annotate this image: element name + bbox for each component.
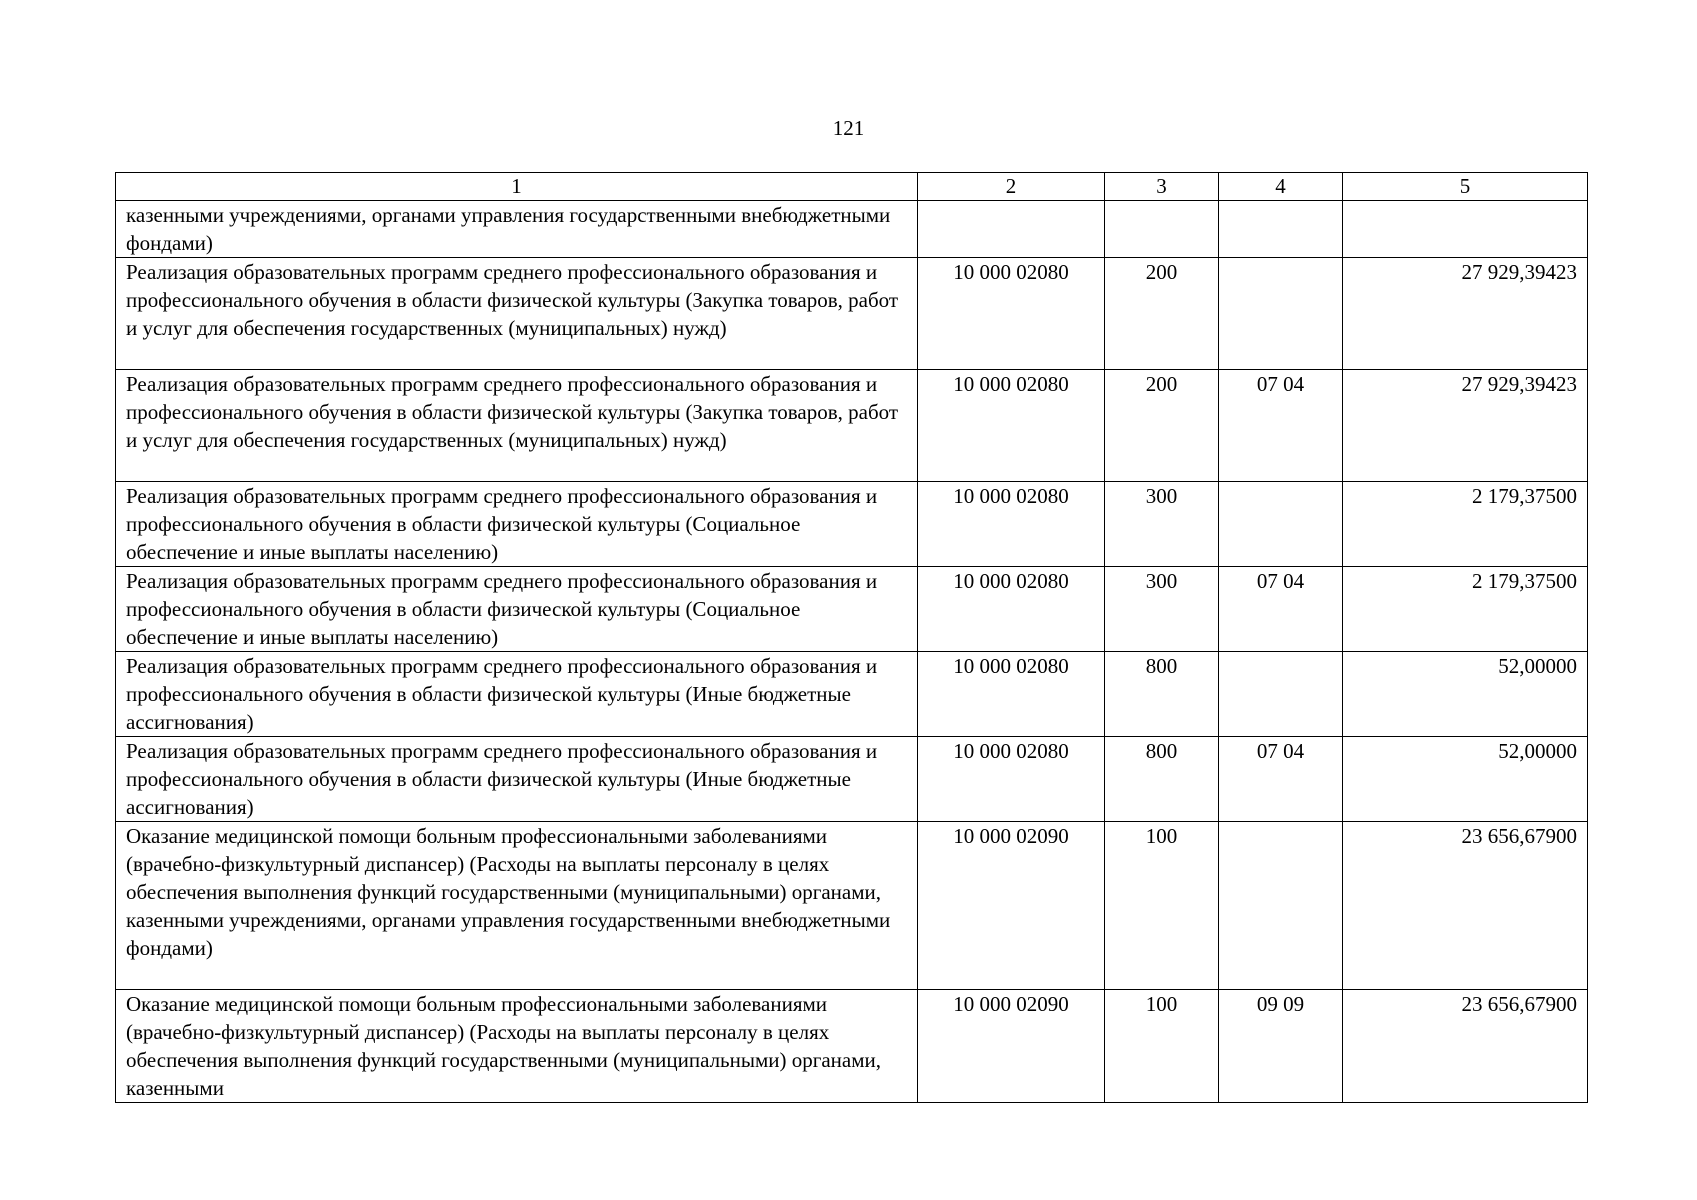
description-cell: Реализация образовательных программ среднего профессионального образования и профессионального обучения в области физической культуры (Социальное обеспечение и иные выплаты населению) bbox=[116, 482, 918, 567]
amount-cell: 23 656,67900 bbox=[1343, 990, 1588, 1103]
section-cell: 09 09 bbox=[1219, 990, 1343, 1103]
table-row bbox=[116, 990, 1588, 1103]
table-header-row bbox=[116, 173, 1588, 201]
description-cell: Реализация образовательных программ среднего профессионального образования и профессионального обучения в области физической культуры (Иные бюджетные ассигнования) bbox=[116, 737, 918, 822]
table-row bbox=[116, 370, 1588, 482]
expense-type-cell: 800 bbox=[1105, 652, 1219, 737]
expense-type-cell: 300 bbox=[1105, 482, 1219, 567]
table-row bbox=[116, 652, 1588, 737]
section-cell: 07 04 bbox=[1219, 567, 1343, 652]
target-code-cell: 10 000 02080 bbox=[918, 567, 1105, 652]
budget-table bbox=[115, 172, 1588, 1103]
target-code-cell: 10 000 02080 bbox=[918, 737, 1105, 822]
description-cell: Реализация образовательных программ среднего профессионального образования и профессионального обучения в области физической культуры (Иные бюджетные ассигнования) bbox=[116, 652, 918, 737]
amount-cell: 52,00000 bbox=[1343, 737, 1588, 822]
amount-cell: 2 179,37500 bbox=[1343, 482, 1588, 567]
header-cell: 2 bbox=[918, 173, 1105, 201]
expense-type-cell: 300 bbox=[1105, 567, 1219, 652]
amount-cell: 27 929,39423 bbox=[1343, 258, 1588, 370]
page-number: 121 bbox=[832, 116, 865, 140]
section-cell bbox=[1219, 652, 1343, 737]
target-code-cell: 10 000 02080 bbox=[918, 652, 1105, 737]
description-cell: Оказание медицинской помощи больным профессиональными заболеваниями (врачебно-физкультурный диспансер) (Расходы на выплаты персоналу в целях обеспечения выполнения функций государственными (муниципальными) органами, казенными учреждениями, органами управления государственными внебюджетными фондами) bbox=[116, 822, 918, 990]
target-code-cell: 10 000 02080 bbox=[918, 482, 1105, 567]
header-cell: 1 bbox=[116, 173, 918, 201]
expense-type-cell: 200 bbox=[1105, 370, 1219, 482]
table-row bbox=[116, 822, 1588, 990]
description-cell: Оказание медицинской помощи больным профессиональными заболеваниями (врачебно-физкультурный диспансер) (Расходы на выплаты персоналу в целях обеспечения выполнения функций государственными (муниципальными) органами, казенными bbox=[116, 990, 918, 1103]
table-row bbox=[116, 201, 1588, 258]
expense-type-cell bbox=[1105, 201, 1219, 258]
amount-cell: 27 929,39423 bbox=[1343, 370, 1588, 482]
amount-cell bbox=[1343, 201, 1588, 258]
section-cell bbox=[1219, 201, 1343, 258]
target-code-cell: 10 000 02090 bbox=[918, 822, 1105, 990]
description-cell: Реализация образовательных программ среднего профессионального образования и профессионального обучения в области физической культуры (Социальное обеспечение и иные выплаты населению) bbox=[116, 567, 918, 652]
target-code-cell bbox=[918, 201, 1105, 258]
target-code-cell: 10 000 02080 bbox=[918, 258, 1105, 370]
expense-type-cell: 800 bbox=[1105, 737, 1219, 822]
table-row bbox=[116, 258, 1588, 370]
amount-cell: 23 656,67900 bbox=[1343, 822, 1588, 990]
expense-type-cell: 200 bbox=[1105, 258, 1219, 370]
section-cell: 07 04 bbox=[1219, 737, 1343, 822]
section-cell bbox=[1219, 482, 1343, 567]
target-code-cell: 10 000 02080 bbox=[918, 370, 1105, 482]
header-cell: 4 bbox=[1219, 173, 1343, 201]
header-cell: 3 bbox=[1105, 173, 1219, 201]
section-cell bbox=[1219, 258, 1343, 370]
table-row bbox=[116, 482, 1588, 567]
target-code-cell: 10 000 02090 bbox=[918, 990, 1105, 1103]
table-row bbox=[116, 737, 1588, 822]
description-cell: Реализация образовательных программ среднего профессионального образования и профессионального обучения в области физической культуры (Закупка товаров, работ и услуг для обеспечения государственных (муниципальных) нужд) bbox=[116, 258, 918, 370]
expense-type-cell: 100 bbox=[1105, 822, 1219, 990]
section-cell: 07 04 bbox=[1219, 370, 1343, 482]
header-cell: 5 bbox=[1343, 173, 1588, 201]
expense-type-cell: 100 bbox=[1105, 990, 1219, 1103]
description-cell: Реализация образовательных программ среднего профессионального образования и профессионального обучения в области физической культуры (Закупка товаров, работ и услуг для обеспечения государственных (муниципальных) нужд) bbox=[116, 370, 918, 482]
section-cell bbox=[1219, 822, 1343, 990]
amount-cell: 2 179,37500 bbox=[1343, 567, 1588, 652]
description-cell: казенными учреждениями, органами управления государственными внебюджетными фондами) bbox=[116, 201, 918, 258]
table-row bbox=[116, 567, 1588, 652]
amount-cell: 52,00000 bbox=[1343, 652, 1588, 737]
